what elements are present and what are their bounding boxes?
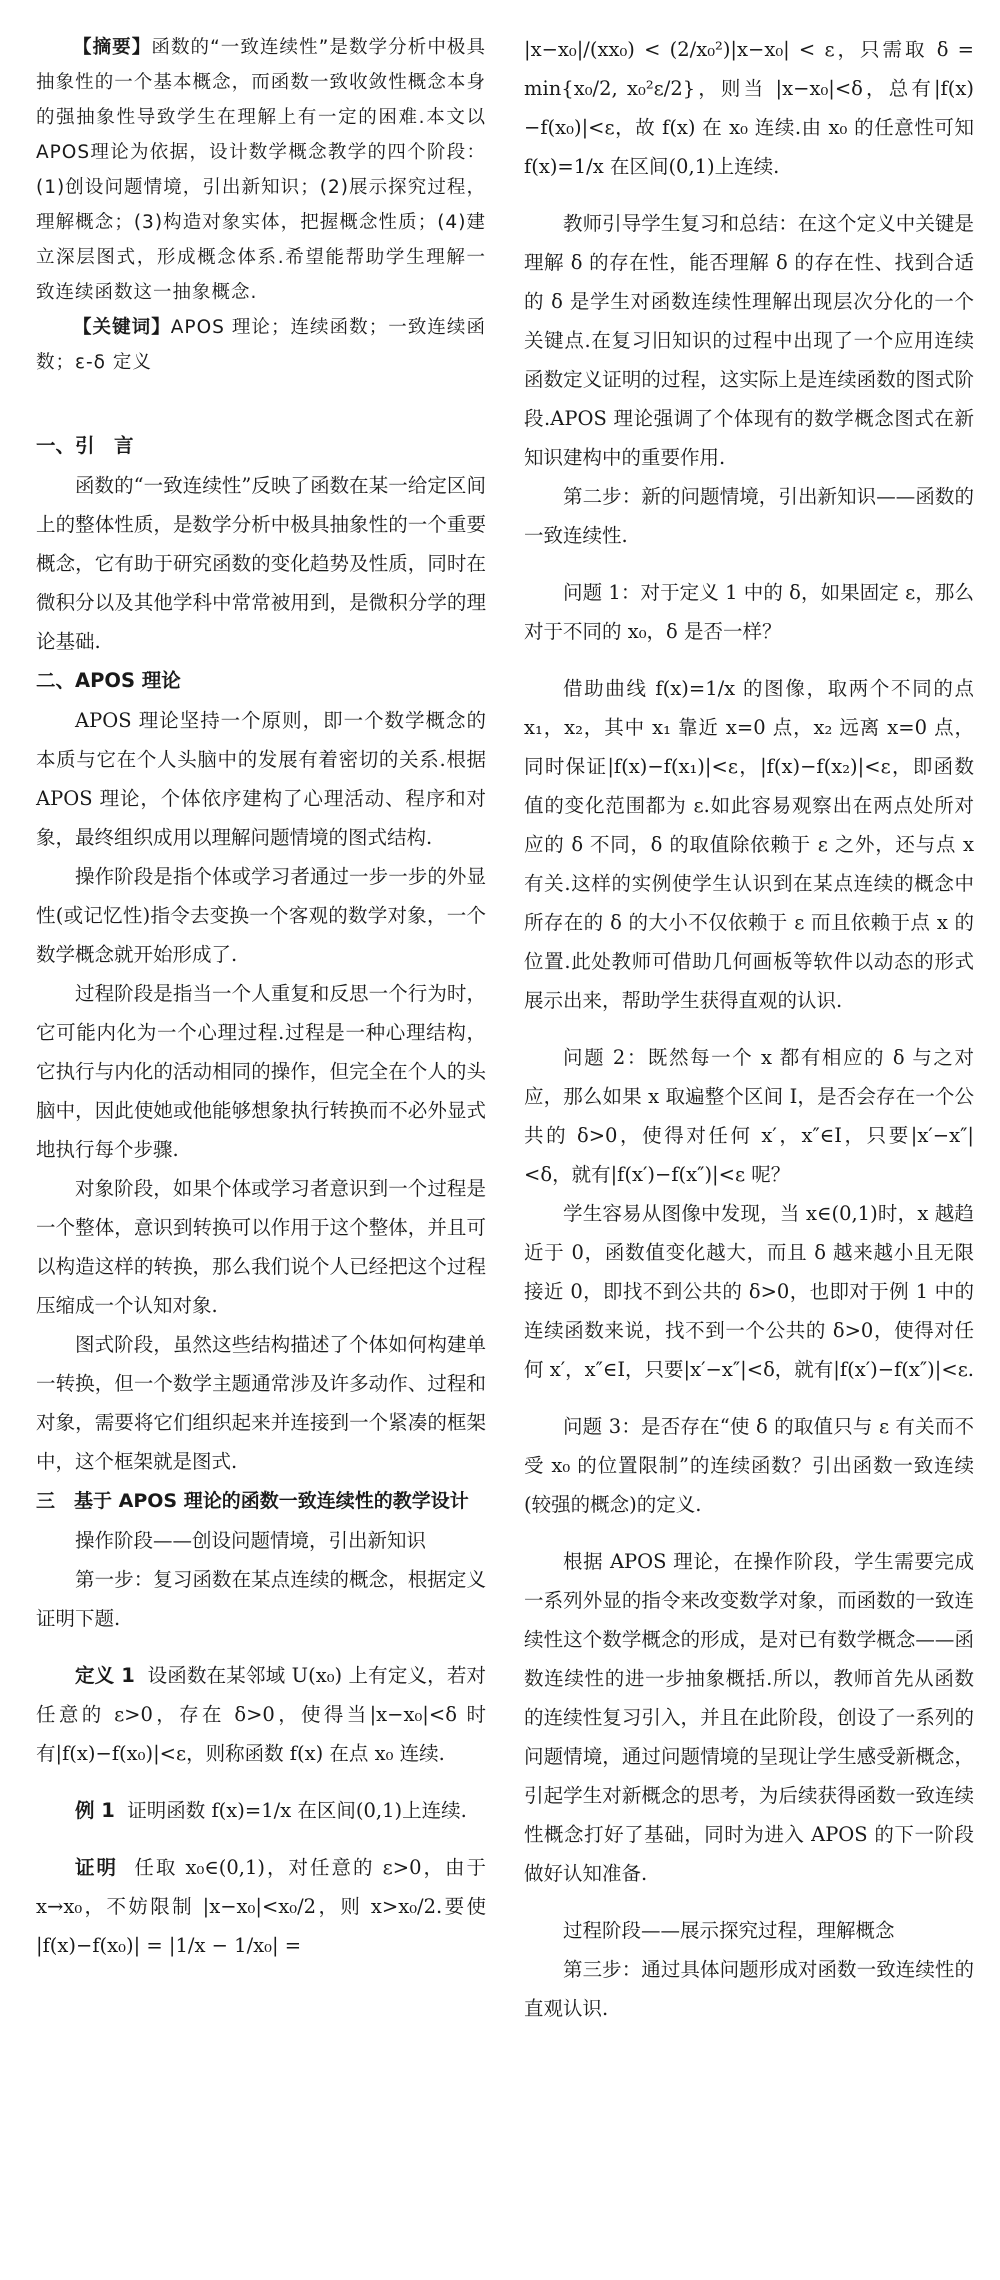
student-observation-paragraph: 学生容易从图像中发现，当 x∈(0,1)时，x 越趋近于 0，函数值变化越大，而且 δ 越来越小且无限接近 0，即找不到公共的 δ>0，也即对于例 1 中的连续函数来说，找不到一个公共的 δ>0，使得对任何 x′，x″∈I，只要|x′−x″|<δ，就有|f(x′)−f(x″)|<ε.	[524, 1202, 974, 1381]
abstract-tag: 【摘要】	[73, 37, 152, 58]
stage-1-heading: 操作阶段——创设问题情境，引出新知识	[75, 1529, 427, 1552]
right-column	[524, 30, 974, 2028]
step-3-paragraph: 第三步：通过具体问题形成对函数一致连续性的直观认识.	[524, 1958, 974, 2020]
question-3: 问题 3：是否存在“使 δ 的取值只与 ε 有关而不受 x₀ 的位置限制”的连续函数？引出函数一致连续(较强的概念)的定义.	[524, 1415, 974, 1516]
example-1-label: 例 1	[75, 1799, 115, 1822]
example-1	[36, 1791, 486, 1830]
stage-2-heading: 过程阶段——展示探究过程，理解概念	[563, 1919, 895, 1942]
apos-process-paragraph: 过程阶段是指当一个人重复和反思一个行为时，它可能内化为一个心理过程.过程是一种心理结构，它执行与内化的活动相同的操作，但完全在个人的头脑中，因此使她或他能够想象执行转换而不必外显式地执行每个步骤.	[36, 982, 486, 1161]
proof-label: 证明	[75, 1856, 118, 1879]
keywords-paragraph	[36, 310, 486, 380]
section-1-paragraph: 函数的“一致连续性”反映了函数在某一给定区间上的整体性质，是数学分析中极具抽象性的一个重要概念，它有助于研究函数的变化趋势及性质，同时在微积分以及其他学科中常常被用到，是微积分学的理论基础.	[36, 474, 486, 653]
step-1-paragraph: 第一步：复习函数在某点连续的概念，根据定义证明下题.	[36, 1568, 486, 1630]
teacher-summary-paragraph: 教师引导学生复习和总结：在这个定义中关键是理解 δ 的存在性，能否理解 δ 的存在性、找到合适的 δ 是学生对函数连续性理解出现层次分化的一个关键点.在复习旧知识的过程中出现了一个应用连续函数定义证明的过程，这实际上是连续函数的图式阶段.APOS 理论强调了个体现有的数学概念图式在新知识建构中的重要作用.	[524, 212, 974, 469]
example-1-text: 证明函数 f(x)=1/x 在区间(0,1)上连续.	[127, 1799, 467, 1822]
proof-continuation: |x−x₀|/(xx₀) < (2/x₀²)|x−x₀| < ε，只需取 δ = min{x₀/2, x₀²ε/2}，则当 |x−x₀|<δ，总有|f(x)−f(x₀)|<ε，故 f(x) 在 x₀ 连续.由 x₀ 的任意性可知 f(x)=1/x 在区间(0,1)上连续.	[524, 38, 974, 178]
definition-1-text: 设函数在某邻域 U(x₀) 上有定义，若对任意的 ε>0，存在 δ>0，使得当|x−x₀|<δ 时有|f(x)−f(x₀)|<ε，则称函数 f(x) 在点 x₀ 连续.	[36, 1664, 486, 1765]
apos-action-paragraph: 操作阶段是指个体或学习者通过一步一步的外显性(或记忆性)指令去变换一个客观的数学对象，一个数学概念就开始形成了.	[36, 865, 486, 966]
step-2-paragraph: 第二步：新的问题情境，引出新知识——函数的一致连续性.	[524, 485, 974, 547]
abstract-paragraph	[36, 30, 486, 310]
apos-paragraph-1: APOS 理论坚持一个原则，即一个数学概念的本质与它在个人头脑中的发展有着密切的关系.根据 APOS 理论，个体依序建构了心理活动、程序和对象，最终组织成用以理解问题情境的图式结构.	[36, 709, 486, 849]
abstract-block	[36, 30, 486, 380]
definition-1-label: 定义 1	[75, 1664, 135, 1687]
apos-object-paragraph: 对象阶段，如果个体或学习者意识到一个过程是一个整体，意识到转换可以作用于这个整体，并且可以构造这样的转换，那么我们说个人已经把这个过程压缩成一个认知对象.	[36, 1177, 486, 1317]
question-1: 问题 1：对于定义 1 中的 δ，如果固定 ε，那么对于不同的 x₀，δ 是否一样？	[524, 581, 974, 643]
section-3-title: 三 基于 APOS 理论的函数一致连续性的教学设计	[36, 1490, 469, 1512]
question-2: 问题 2：既然每一个 x 都有相应的 δ 与之对应，那么如果 x 取遍整个区间 I，是否会存在一个公共的 δ>0，使得对任何 x′，x″∈I，只要|x′−x″|<δ，就有|f(x′)−f(x″)|<ε 呢？	[524, 1046, 974, 1186]
keywords-tag: 【关键词】	[73, 317, 171, 338]
operation-stage-paragraph: 根据 APOS 理论，在操作阶段，学生需要完成一系列外显的指令来改变数学对象，而函数的一致连续性这个数学概念的形成，是对已有数学概念——函数连续性的进一步抽象概括.所以，教师首先从函数的连续性复习引入，并且在此阶段，创设了一系列的问题情境，通过问题情境的呈现让学生感受新概念，引起学生对新概念的思考，为后续获得函数一致连续性概念打好了基础，同时为进入 APOS 的下一阶段做好认知准备.	[524, 1550, 974, 1885]
left-column	[36, 30, 486, 1965]
keywords-text: APOS 理论；连续函数；一致连续函数；ε-δ 定义	[36, 317, 486, 373]
abstract-text: 函数的“一致连续性”是数学分析中极具抽象性的一个基本概念，而函数一致收敛性概念本身的强抽象性导致学生在理解上有一定的困难.本文以APOS理论为依据，设计数学概念教学的四个阶段：(1)创设问题情境，引出新知识；(2)展示探究过程，理解概念；(3)构造对象实体，把握概念性质；(4)建立深层图式，形成概念体系.希望能帮助学生理解一致连续函数这一抽象概念.	[36, 37, 486, 303]
apos-schema-paragraph: 图式阶段，虽然这些结构描述了个体如何构建单一转换，但一个数学主题通常涉及许多动作、过程和对象，需要将它们组织起来并连接到一个紧凑的框架中，这个框架就是图式.	[36, 1333, 486, 1473]
curve-discussion-paragraph: 借助曲线 f(x)=1/x 的图像，取两个不同的点 x₁，x₂，其中 x₁ 靠近 x=0 点，x₂ 远离 x=0 点，同时保证|f(x)−f(x₁)|<ε，|f(x)−f(x₂)|<ε，即函数值的变化范围都为 ε.如此容易观察出在两点处所对应的 δ 不同，δ 的取值除依赖于 ε 之外，还与点 x 有关.这样的实例使学生认识到在某点连续的概念中所存在的 δ 的大小不仅依赖于 ε 而且依赖于点 x 的位置.此处教师可借助几何画板等软件以动态的形式展示出来，帮助学生获得直观的认识.	[524, 677, 974, 1012]
section-2-title: 二、APOS 理论	[36, 669, 181, 692]
definition-1	[36, 1656, 486, 1773]
proof-text: 任取 x₀∈(0,1)，对任意的 ε>0，由于 x→x₀，不妨限制 |x−x₀|<x₀/2，则 x>x₀/2.要使 |f(x)−f(x₀)| = |1/x − 1/x₀| =	[36, 1856, 486, 1957]
proof-paragraph	[36, 1848, 486, 1965]
section-1-title: 一、引 言	[36, 434, 134, 457]
